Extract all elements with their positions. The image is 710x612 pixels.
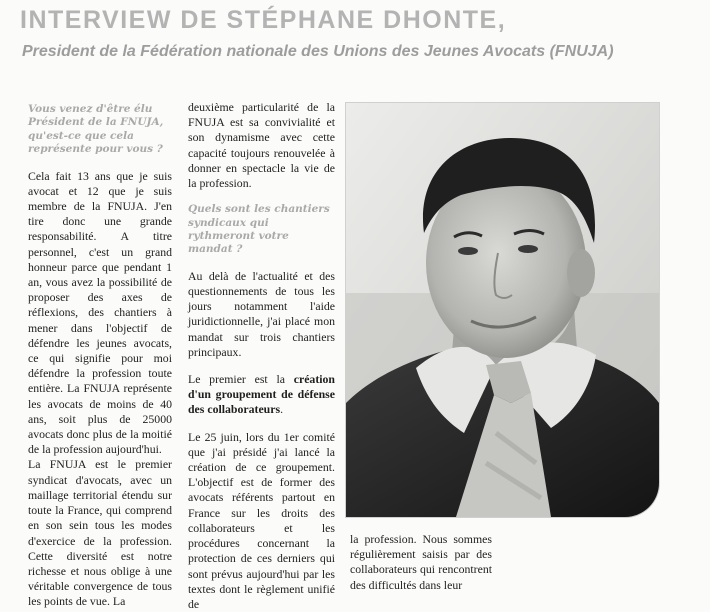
portrait-illustration <box>346 103 659 517</box>
portrait-photo <box>346 103 659 517</box>
answer-2-paragraph-4: la profession. Nous sommes régulièrement saisis par des collaborateurs qui rencontrent des difficultés dans leur <box>350 532 492 592</box>
article-subtitle: President de la Fédération nationale des Unions des Jeunes Avocats (FNUJA) <box>22 43 614 60</box>
answer-1-paragraph-3: deuxième particularité de la FNUJA est sa convivialité et son dynamisme avec cette capacité toujours renouvelée à donner en spectacle la vie de la profession. <box>188 100 335 191</box>
article-title: INTERVIEW DE STÉPHANE DHONTE, <box>20 6 507 34</box>
answer-1-paragraph-1: Cela fait 13 ans que je suis avocat et 12 que je suis membre de la FNUJA. J'en tire donc une grande responsabilité. A titre personnel, c'est un grand honneur parce que pendant 1 an, vous avez la possibilité de proposer des axes de réflexions, des chantiers à mener dans l'objectif de défendre les jeunes avocats, ce qui signifie pour moi défendre la profession toute entière. La FNUJA représente les avocats de moins de 40 ans, soit plus de 25000 avocats donc plus de la moitié de la profession aujourd'hui. <box>28 168 172 457</box>
question-2: Quels sont les chantiers syndicaux qui rythmeront votre mandat ? <box>188 203 330 256</box>
column-3 <box>350 532 492 593</box>
column-2 <box>188 100 335 612</box>
highlight-text: création d'un groupement de défense des collaborateurs <box>188 372 335 417</box>
answer-2-paragraph-1: Au delà de l'actualité et des questionnements de tous les jours notamment l'aide juridictionnelle, j'ai placé mon mandat sur trois chantiers principaux. <box>188 268 335 359</box>
answer-1-paragraph-2: La FNUJA est le premier syndicat d'avocats, avec un maillage territorial étendu sur toute la France, qui comprend en son sein tous les modes d'exercice de la profession. Cette diversité est notre richesse et nous oblige à une véritable convergence de tous les points de vue. La <box>28 457 172 609</box>
column-1 <box>28 103 172 610</box>
question-1: Vous venez d'être élu Président de la FNUJA, qu'est-ce que cela représente pour vous ? <box>28 103 164 156</box>
answer-2-paragraph-3: Le 25 juin, lors du 1er comité que j'ai présidé j'ai lancé la création de ce groupement. L'objectif est de former des avocats référents partout en France sur les droits des collaborateurs et les procédures concernant la protection de ces derniers qui sont prévus aujourd'hui par les textes dont le règlement unifié de <box>188 429 335 611</box>
answer-2-paragraph-2: Le premier est la création d'un groupement de défense des collaborateurs. <box>188 372 335 417</box>
